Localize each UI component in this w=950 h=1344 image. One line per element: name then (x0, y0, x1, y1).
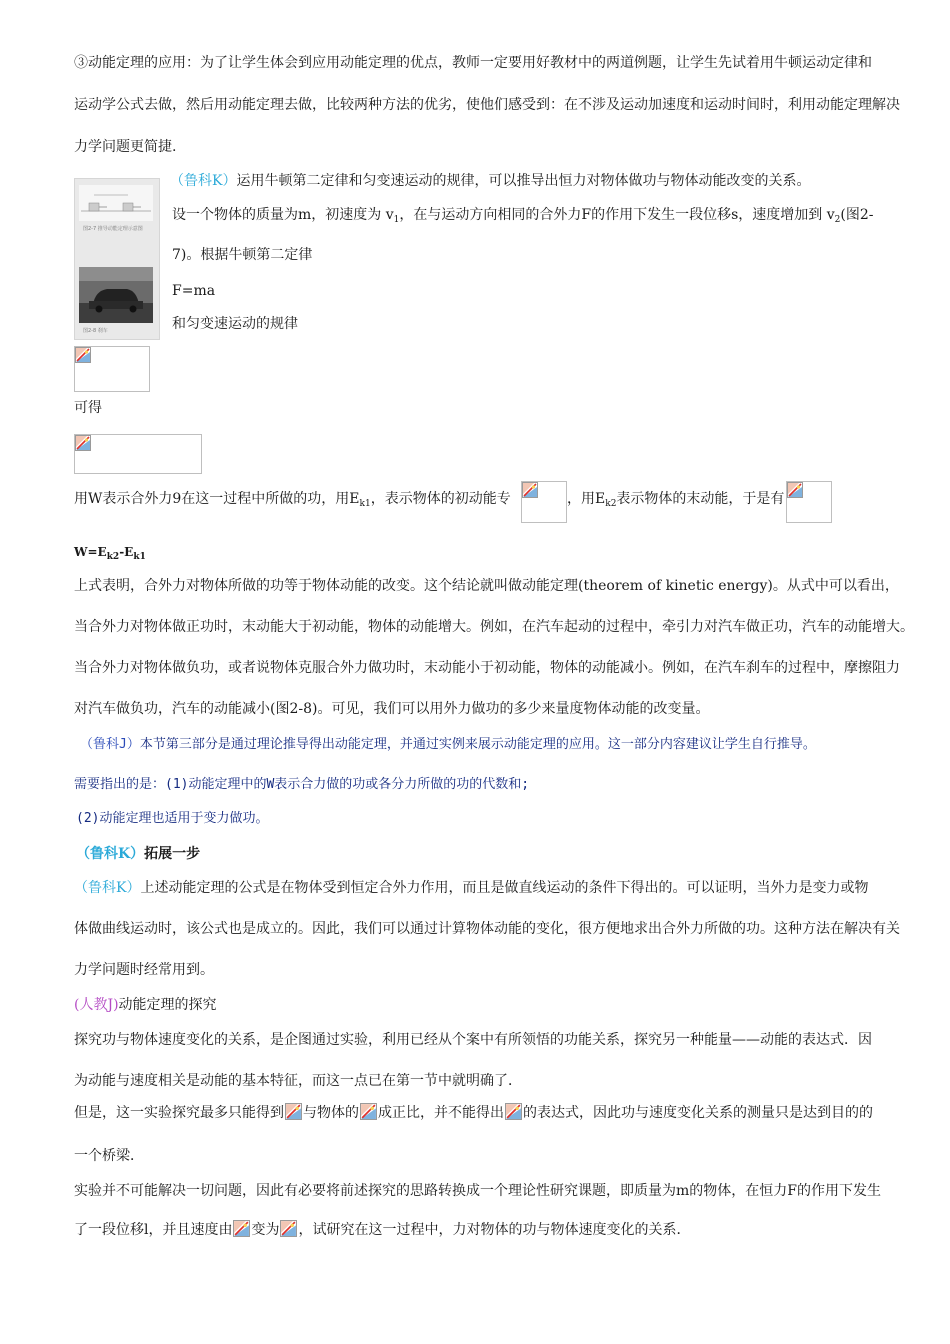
broken-image-icon (360, 1103, 377, 1120)
paragraph-line: 实验并不可能解决一切问题，因此有必要将前述探究的思路转换成一个理论性研究课题，即质量为m的物体，在恒力F的作用下发生 (74, 1183, 881, 1199)
section-heading: (人教J)动能定理的探究 (74, 997, 217, 1013)
paragraph-line: 了一段位移l，并且速度由 变为 ，试研究在这一过程中，力对物体的功与物体速度变化的关系． (74, 1222, 691, 1238)
paragraph-line: 对汽车做负功，汽车的动能减小(图2-8)。可见，我们可以用外力做功的多少来量度物体动能的改变量。 (74, 701, 710, 717)
paragraph-line: （鲁科K）上述动能定理的公式是在物体受到恒定合外力作用，而且是做直线运动的条件下得出的。可以证明，当外力是变力或物 (74, 880, 869, 896)
source-tag: （鲁科K） (74, 880, 141, 896)
paragraph-line: ，用$E_{k2}$表示物体的末动能，于是有 (567, 491, 785, 509)
paragraph-line: (2)动能定理也适用于变力做功。 (76, 811, 269, 826)
force-diagram (79, 185, 153, 221)
paragraph-line: 当合外力对物体做负功，或者说物体克服合外力做功时，末动能小于初动能，物体的动能减小。例如，在汽车刹车的过程中，摩擦阻力 (74, 660, 900, 676)
broken-image-icon (522, 482, 538, 498)
source-tag: (人教J) (74, 997, 119, 1013)
paragraph-line: 7)。根据牛顿第二定律 (172, 247, 313, 263)
paragraph-line: 用W表示合外力9在这一过程中所做的功，用$E_{k1}$，表示物体的初动能专 (74, 491, 511, 509)
formula-image-placeholder (74, 346, 150, 392)
paragraph-line: 一个桥梁． (74, 1148, 144, 1164)
broken-image-icon (75, 347, 91, 363)
source-tag: （鲁科K） (76, 846, 145, 862)
figure-caption: 图2-7 推导动能定理示意图 (83, 226, 143, 232)
paragraph-line: （鲁科K）运用牛顿第二定律和匀变速运动的规律，可以推导出恒力对物体做功与物体动能改变的关系。 (170, 173, 811, 189)
diagram-panel (79, 185, 153, 221)
section-heading: （鲁科K）拓展一步 (76, 846, 201, 862)
broken-image-icon (280, 1220, 297, 1237)
broken-image-icon (787, 482, 803, 498)
paragraph-line: 力学问题时经常用到。 (74, 962, 214, 978)
paragraph-line: 为动能与速度相关是动能的基本特征，而这一点已在第一节中就明确了． (74, 1073, 522, 1089)
paragraph-line: 但是，这一实验探究最多只能得到 与物体的 成正比，并不能得出 的表达式，因此功与速度变化关系的测量只是达到目的的 (74, 1105, 873, 1121)
paragraph-line: 可得 (74, 400, 102, 416)
textbook-figure (74, 178, 160, 340)
figure-caption: 图2-8 刹车 (83, 328, 108, 334)
broken-image-icon (285, 1103, 302, 1120)
paragraph-line: 上式表明，合外力对物体所做的功等于物体动能的改变。这个结论就叫做动能定理(theorem of kinetic energy)。从式中可以看出， (74, 578, 899, 594)
broken-image-icon (233, 1220, 250, 1237)
paragraph-line: （鲁科J）本节第三部分是通过理论推导得出动能定理，并通过实例来展示动能定理的应用。这一部分内容建议让学生自行推导。 (80, 737, 816, 752)
paragraph-line: 当合外力对物体做正功时，末动能大于初动能，物体的动能增大。例如，在汽车起动的过程中，牵引力对汽车做正功，汽车的动能增大。 (74, 619, 914, 635)
formula-image-placeholder (521, 481, 567, 523)
paragraph-line: 需要指出的是：(1)动能定理中的W表示合力做的功或各分力所做的功的代数和; (74, 777, 530, 792)
paragraph-line: 运动学公式去做，然后用动能定理去做，比较两种方法的优劣，使他们感受到：在不涉及运动加速度和运动时间时，利用动能定理解决 (74, 97, 900, 113)
source-tag: （鲁科J） (80, 737, 140, 752)
car-image (79, 267, 153, 323)
paragraph-line: 探究功与物体速度变化的关系，是企图通过实验，利用已经从个案中有所领悟的功能关系，探究另一种能量——动能的表达式．因 (74, 1032, 872, 1048)
formula-image-placeholder (786, 481, 832, 523)
formula-image-placeholder (74, 434, 202, 474)
source-tag: （鲁科K） (170, 173, 237, 189)
formula-line: F=ma (172, 283, 216, 299)
formula-line: $W=E_{k2}-E_{k1}$ (74, 545, 146, 562)
broken-image-icon (505, 1103, 522, 1120)
car-photo (79, 267, 153, 323)
paragraph-line: 体做曲线运动时，该公式也是成立的。因此，我们可以通过计算物体动能的变化，很方便地求出合外力所做的功。这种方法在解决有关 (74, 921, 900, 937)
paragraph-line: 力学问题更简捷. (74, 139, 177, 155)
paragraph-line: ③动能定理的应用：为了让学生体会到应用动能定理的优点，教师一定要用好教材中的两道例题，让学生先试着用牛顿运动定律和 (74, 55, 872, 71)
paragraph-line: 和匀变速运动的规律 (172, 316, 298, 332)
broken-image-icon (75, 435, 91, 451)
paragraph-line: 设一个物体的质量为m，初速度为 $v_1$，在与运动方向相同的合外力F的作用下发生一段位移s，速度增加到 $v_2$(图2- (172, 207, 874, 225)
